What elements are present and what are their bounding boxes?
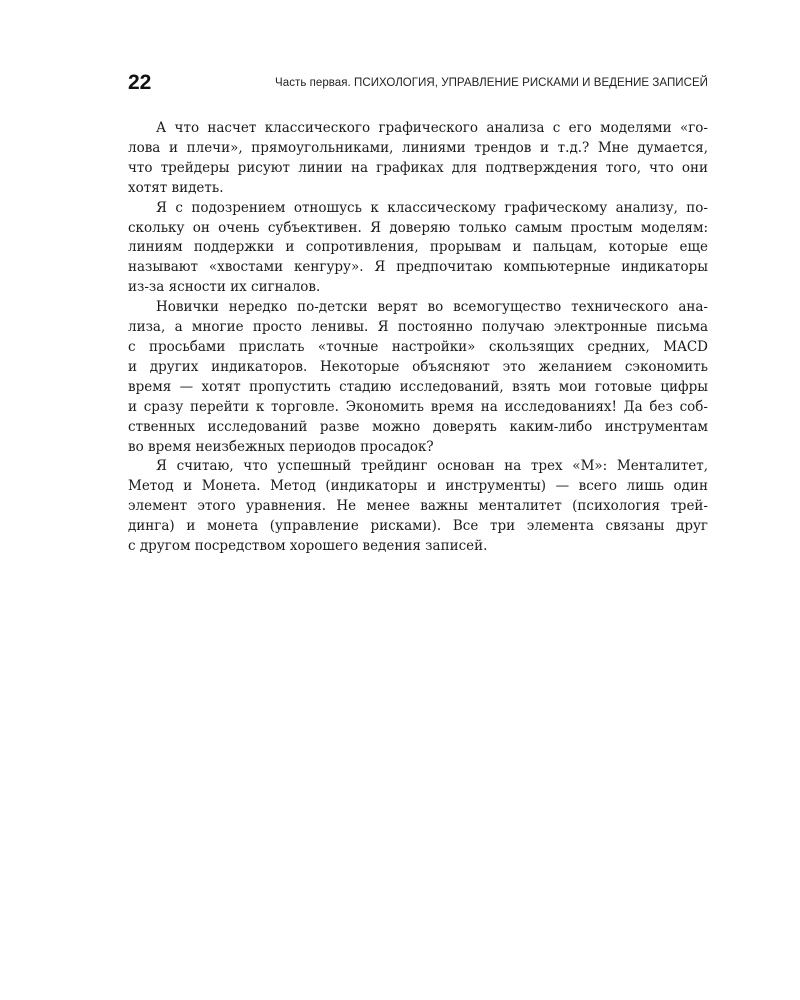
paragraph-line: и других индикаторов. Некоторые объясняют это желанием сэкономить xyxy=(128,358,708,375)
paragraph-line: с просьбами прислать «точные настройки» скользящих средних, MACD xyxy=(128,338,708,355)
paragraph-line: Я с подозрением отношусь к классическому графическому анализу, по- xyxy=(156,199,708,216)
paragraph-line: элемент этого уравнения. Не менее важны менталитет (психология трей- xyxy=(128,498,708,515)
paragraph-line: ственных исследований разве можно доверять каким-либо инструментам xyxy=(128,418,708,435)
paragraph-line: с другом посредством хорошего ведения записей. xyxy=(128,538,488,555)
paragraph-line: динга) и монета (управление рисками). Все три элемента связаны друг xyxy=(128,518,708,535)
paragraph-line: лова и плечи», прямоугольниками, линиями трендов и т.д.? Мне думается, xyxy=(128,139,708,156)
body-text xyxy=(128,119,708,557)
paragraph-line: линиям поддержки и сопротивления, прорывам и пальцам, которые еще xyxy=(128,239,708,256)
paragraph-line: из-за ясности их сигналов. xyxy=(128,279,321,296)
paragraph-line: называют «хвостами кенгуру». Я предпочитаю компьютерные индикаторы xyxy=(128,259,708,276)
paragraph-line: во время неизбежных периодов просадок? xyxy=(128,438,434,455)
paragraph-line: скольку он очень субъективен. Я доверяю только самым простым моделям: xyxy=(128,219,708,236)
paragraph-line: А что насчет классического графического анализа с его моделями «го- xyxy=(156,120,708,136)
paragraph-line: что трейдеры рисуют линии на графиках для подтверждения того, что они xyxy=(128,159,708,176)
paragraph-line: Метод и Монета. Метод (индикаторы и инструменты) — всего лишь один xyxy=(128,478,708,495)
paragraph-line: Новички нередко по-детски верят во всемогущество технического ана- xyxy=(156,299,708,316)
paragraph-line: хотят видеть. xyxy=(128,179,224,196)
running-head: Часть первая. ПСИХОЛОГИЯ, УПРАВЛЕНИЕ РИСКАМИ И ВЕДЕНИЕ ЗАПИСЕЙ xyxy=(275,77,708,89)
paragraph-line: Я считаю, что успешный трейдинг основан на трех «М»: Менталитет, xyxy=(156,458,708,475)
paragraph-4 xyxy=(128,457,708,557)
paragraph-line: время — хотят пропустить стадию исследований, взять мои готовые цифры xyxy=(128,378,708,395)
paragraph-1 xyxy=(128,119,708,199)
page-number: 22 xyxy=(128,71,152,94)
paragraph-3 xyxy=(128,298,708,457)
paragraph-line: и сразу перейти к торговле. Экономить время на исследованиях! Да без соб- xyxy=(128,398,708,415)
paragraph-line: лиза, а многие просто ленивы. Я постоянно получаю электронные письма xyxy=(128,319,708,336)
paragraph-2 xyxy=(128,199,708,299)
page-header xyxy=(128,70,708,96)
